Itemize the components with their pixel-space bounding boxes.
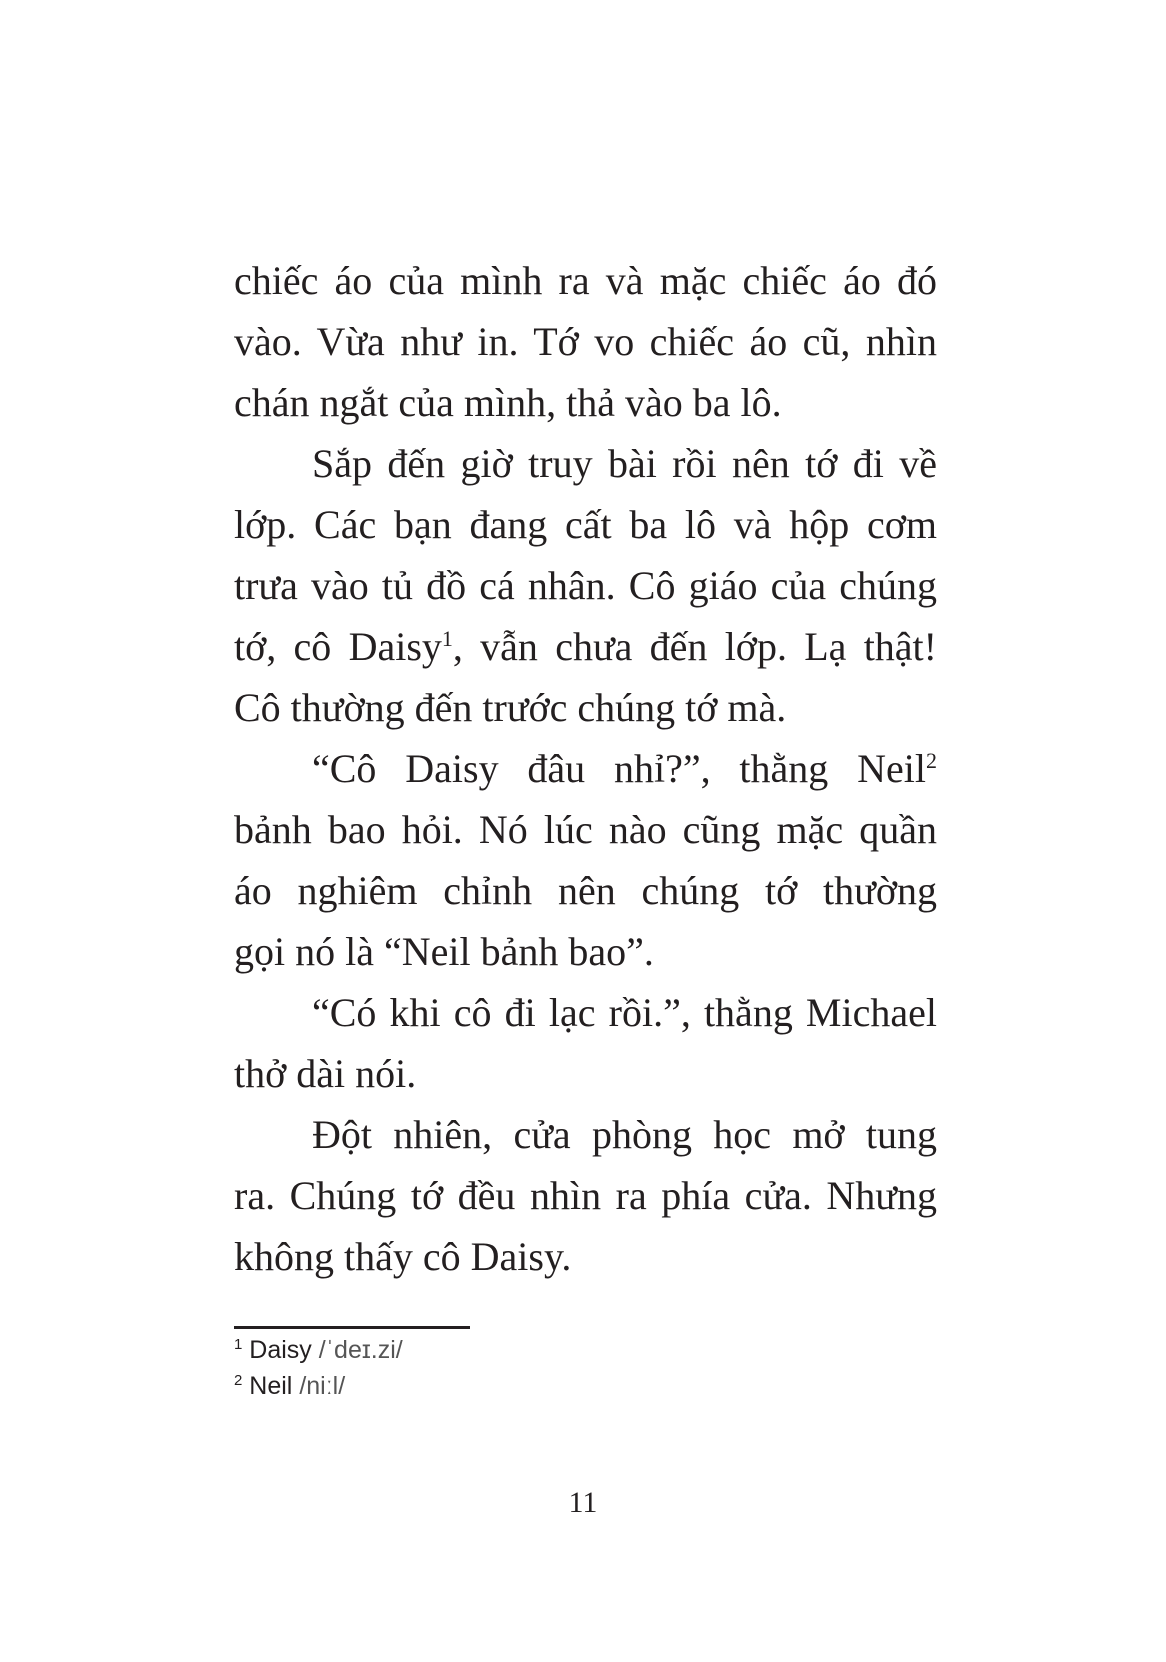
- text-line: thở dài nói.: [234, 1051, 417, 1096]
- footnote-ref: 2: [926, 748, 937, 773]
- body-text: [234, 250, 937, 1287]
- text-line: [234, 738, 937, 799]
- text-line: chán ngắt của mình, thả vào ba lô.: [234, 380, 782, 425]
- text-line: chiếc áo của mình ra và mặc chiếc áo đó: [234, 258, 937, 303]
- footnote-1: [234, 1336, 403, 1365]
- footnote-2: [234, 1372, 345, 1401]
- text: , vẫn chưa đến lớp. Lạ thật!: [452, 624, 937, 669]
- text-line: Sắp đến giờ truy bài rồi nên tớ đi về: [312, 441, 937, 486]
- text-line: không thấy cô Daisy.: [234, 1234, 572, 1279]
- text-line: vào. Vừa như in. Tớ vo chiếc áo cũ, nhìn: [234, 319, 937, 364]
- text-line: trưa vào tủ đồ cá nhân. Cô giáo của chúng: [234, 563, 937, 608]
- footnote-ref: 1: [441, 626, 453, 651]
- text-line: lớp. Các bạn đang cất ba lô và hộp cơm: [234, 502, 937, 547]
- text-line: “Có khi cô đi lạc rồi.”, thằng Michael: [312, 990, 937, 1035]
- text-line: [234, 616, 937, 677]
- page-number: 11: [568, 1486, 598, 1519]
- footnote-term: Daisy: [249, 1336, 312, 1364]
- footnote-divider: [234, 1326, 470, 1329]
- text: tớ, cô Daisy: [234, 624, 442, 669]
- text: “Cô Daisy đâu nhỉ?”, thằng Neil: [312, 746, 926, 791]
- footnote-term: Neil: [249, 1372, 293, 1400]
- footnote-ipa: /ˈdeɪ.zi/: [318, 1336, 403, 1364]
- footnote-mark: 1: [234, 1336, 243, 1353]
- text-line: Đột nhiên, cửa phòng học mở tung: [312, 1112, 937, 1157]
- footnote-ipa: /niːl/: [299, 1372, 346, 1400]
- footnote-mark: 2: [234, 1372, 243, 1389]
- text-line: ra. Chúng tớ đều nhìn ra phía cửa. Nhưng: [234, 1173, 937, 1218]
- text-line: gọi nó là “Neil bảnh bao”.: [234, 929, 654, 974]
- text-line: bảnh bao hỏi. Nó lúc nào cũng mặc quần: [234, 807, 937, 852]
- text-line: áo nghiêm chỉnh nên chúng tớ thường: [234, 868, 937, 913]
- text-line: Cô thường đến trước chúng tớ mà.: [234, 685, 787, 730]
